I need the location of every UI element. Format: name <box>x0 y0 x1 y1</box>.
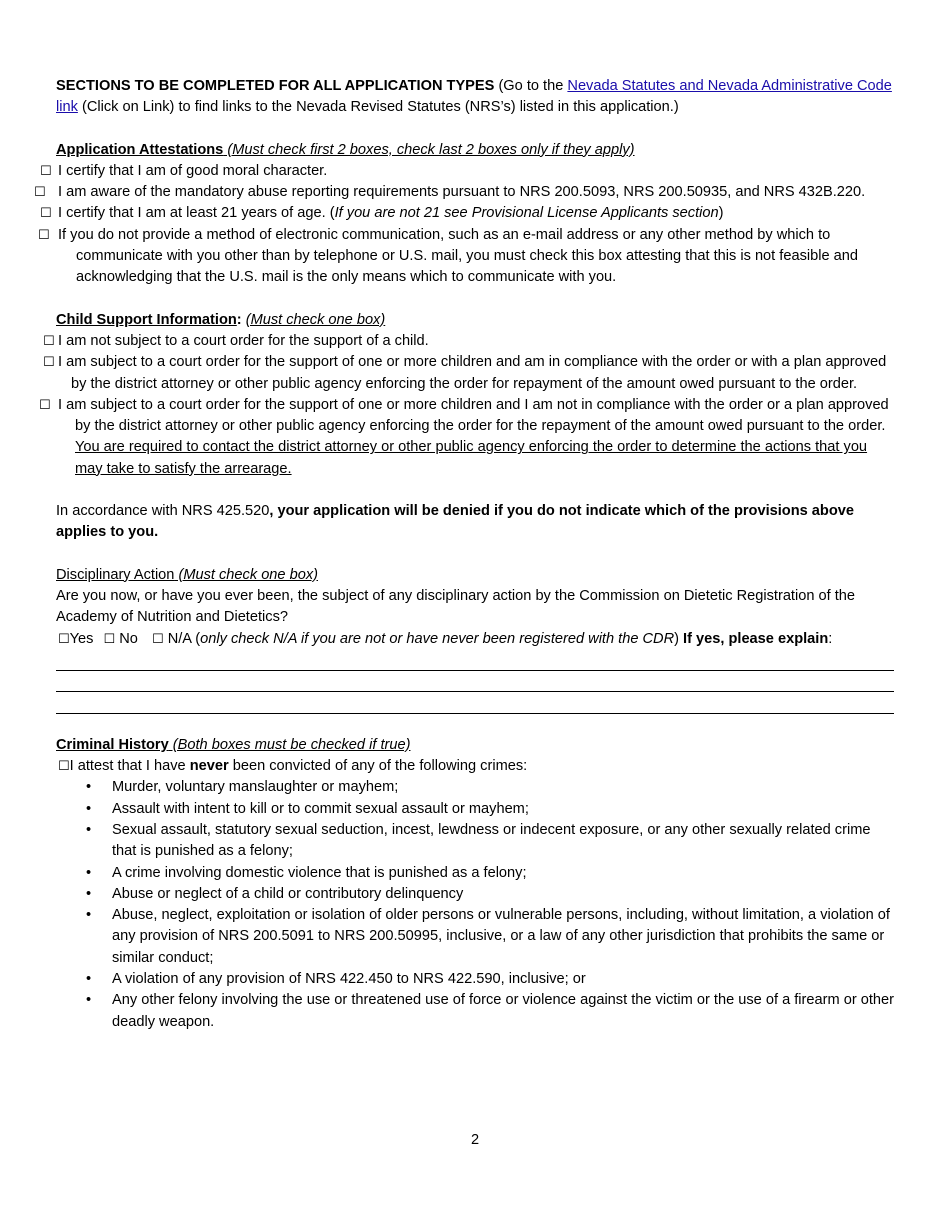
attestation-item-text: I certify that I am of good moral character. <box>58 162 328 179</box>
notice-plain: In accordance with NRS 425.520 <box>56 503 270 520</box>
disciplinary-question: Are you now, or have you ever been, the subject of any disciplinary action by the Commission on Dietetic Registration of the Academy of Nutrition and Dietetics? <box>56 587 856 626</box>
attestations-title: Application Attestations <box>56 141 224 158</box>
explanation-line[interactable] <box>56 650 894 671</box>
crime-text: Abuse or neglect of a child or contributory delinquency <box>112 885 464 902</box>
list-item <box>56 799 894 820</box>
checkbox-na[interactable]: ☐ <box>151 631 164 647</box>
page-number: 2 <box>470 1132 480 1148</box>
criminal-title: Criminal History <box>56 736 169 753</box>
disciplinary-heading <box>56 565 894 586</box>
bullet-icon: • <box>86 992 92 1009</box>
checkbox-yes[interactable]: ☐ <box>58 631 70 647</box>
disciplinary-title: Disciplinary Action <box>56 566 175 583</box>
attestation-item-text: I certify that I am at least 21 years of age. ( <box>58 205 335 222</box>
child-support-item-not-in-compliance: ☐ I am subject to a court order for the support of one or more children and I am not in compliance with the order or a plan approved by the district attorney or other public agency enforcing the order for the repayment of the amount owed pursuant to the order. You are required to contact the district attorney or other public agency enforcing the order to determine the actions that you may take to satisfy the arrearage. <box>39 396 889 477</box>
attestation-item-italic: If you are not 21 see Provisional License Applicants section <box>334 205 719 222</box>
disciplinary-options <box>56 629 894 650</box>
attestation-item-close: ) <box>718 205 724 222</box>
child-support-notice <box>56 501 894 544</box>
document-page <box>34 76 894 1033</box>
attestation-item-moral-character: ☐ I certify that I am of good moral character. <box>40 162 328 179</box>
criminal-attest-after: been convicted of any of the following crimes: <box>228 758 528 775</box>
list-item <box>56 905 894 969</box>
child-support-item-underlined: You are required to contact the district attorney or other public agency enforcing the order to determine the actions that you may take to satisfy the arrearage. <box>75 439 868 477</box>
option-no-label: No <box>119 630 138 647</box>
explain-label: If yes, please explain <box>683 630 829 647</box>
explain-colon: : <box>828 630 833 647</box>
criminal-attestation <box>56 756 894 777</box>
intro-heading: SECTIONS TO BE COMPLETED FOR ALL APPLICATION TYPES <box>56 78 495 94</box>
crime-list <box>56 777 894 1033</box>
bullet-icon: • <box>86 907 92 924</box>
bullet-icon: • <box>86 821 92 838</box>
attestation-item-abuse-reporting: ☐ I am aware of the mandatory abuse reporting requirements pursuant to NRS 200.5093, NRS 200.50935, and NRS 432B.220. <box>34 184 866 201</box>
bullet-icon: • <box>86 970 92 987</box>
option-na-label: N/A ( <box>167 630 201 647</box>
child-support-note: (Must check one box) <box>245 311 386 328</box>
explanation-line[interactable] <box>56 692 894 713</box>
crime-text: Assault with intent to kill or to commit sexual assault or mayhem; <box>112 800 529 817</box>
notice-bold: , your application will be denied if you do not indicate which of the provisions above applies to you. <box>56 503 854 541</box>
child-support-item-text: I am not subject to a court order for the support of a child. <box>58 332 429 349</box>
option-yes-label: Yes <box>69 630 94 647</box>
criminal-attest-never: never <box>189 758 229 775</box>
crime-text: A crime involving domestic violence that is punished as a felony; <box>112 864 527 881</box>
disciplinary-note: (Must check one box) <box>174 566 318 583</box>
attestations-heading <box>56 140 894 161</box>
intro-paragraph <box>56 76 894 119</box>
criminal-heading <box>56 735 894 756</box>
crime-text: A violation of any provision of NRS 422.450 to NRS 422.590, inclusive; or <box>112 970 586 987</box>
list-item <box>56 777 894 798</box>
bullet-icon: • <box>86 779 92 796</box>
checkbox[interactable]: ☐ <box>58 759 70 775</box>
list-item <box>56 863 894 884</box>
child-support-item-text: I am subject to a court order for the support of one or more children and am in compliance with the order or with a plan approved by the district attorney or other public agency enforcing the order for repayment of the amount owed pursuant to the order. <box>58 354 887 392</box>
child-support-item-in-compliance: ☐ I am subject to a court order for the support of one or more children and am in compliance with the order or with a plan approved by the district attorney or other public agency enforcing the order for repayment of the amount owed pursuant to the order. <box>43 354 887 392</box>
bullet-icon: • <box>86 800 92 817</box>
attestation-item-age: ☐ I certify that I am at least 21 years of age. (If you are not 21 see Provisional License Applicants section) <box>40 205 724 222</box>
crime-text: Any other felony involving the use or threatened use of force or violence against the victim or the use of a firearm or other deadly weapon. <box>112 992 894 1030</box>
child-support-item-not-subject: ☐ I am not subject to a court order for the support of a child. <box>43 332 429 349</box>
list-item <box>56 820 894 863</box>
crime-text: Abuse, neglect, exploitation or isolation of older persons or vulnerable persons, including, without limitation, a violation of any provision of NRS 200.5091 to NRS 200.50995, inclusive, or a law of any other jurisdiction that prohibits the same or similar conduct; <box>112 907 890 966</box>
child-support-heading <box>56 310 894 331</box>
crime-text: Sexual assault, statutory sexual seduction, incest, lewdness or indecent exposure, or any other sexually related crime that is punished as a felony; <box>112 821 871 860</box>
list-item <box>56 969 894 990</box>
option-na-close: ) <box>674 630 684 647</box>
attestation-item-electronic-communication: ☐ If you do not provide a method of electronic communication, such as an e-mail address or any other method by which to communicate with you other than by telephone or U.S. mail, you must check this box attesting that this is not feasible and acknowledging that the U.S. mail is the only means which to communicate with you. <box>38 226 858 286</box>
checkbox-no[interactable]: ☐ <box>103 631 116 647</box>
attestation-item-text: I am aware of the mandatory abuse reporting requirements pursuant to NRS 200.5093, NRS 200.50935, and NRS 432B.220. <box>58 184 866 201</box>
child-support-colon: : <box>236 311 246 328</box>
criminal-note: (Both boxes must be checked if true) <box>168 736 411 753</box>
bullet-icon: • <box>86 885 92 902</box>
bullet-icon: • <box>86 864 92 881</box>
crime-text: Murder, voluntary manslaughter or mayhem; <box>112 779 399 796</box>
attestations-note: (Must check first 2 boxes, check last 2 boxes only if they apply) <box>223 141 635 158</box>
child-support-item-text: I am subject to a court order for the support of one or more children and I am not in compliance with the order or a plan approved by the district attorney or other public agency enforcing the order for the repayment of the amount owed pursuant to the order. <box>58 396 889 435</box>
criminal-attest-before: I attest that I have <box>69 758 190 775</box>
intro-text-before-link: (Go to the <box>494 78 568 94</box>
child-support-title: Child Support Information <box>56 311 237 328</box>
list-item <box>56 884 894 905</box>
explanation-line[interactable] <box>56 671 894 692</box>
nevada-statutes-link[interactable]: Nevada Statutes and Nevada Administrative Code link <box>56 78 892 116</box>
intro-text-after-link: (Click on Link) to find links to the Nevada Revised Statutes (NRS’s) listed in this application.) <box>77 99 679 116</box>
attestation-item-text: If you do not provide a method of electronic communication, such as an e-mail address or any other method by which to communicate with you other than by telephone or U.S. mail, you must check this box attesting that this is not feasible and acknowledging that the U.S. mail is the only means which to communicate with you. <box>58 226 858 286</box>
option-na-italic: only check N/A if you are not or have never been registered with the CDR <box>200 630 675 647</box>
list-item <box>56 990 894 1033</box>
